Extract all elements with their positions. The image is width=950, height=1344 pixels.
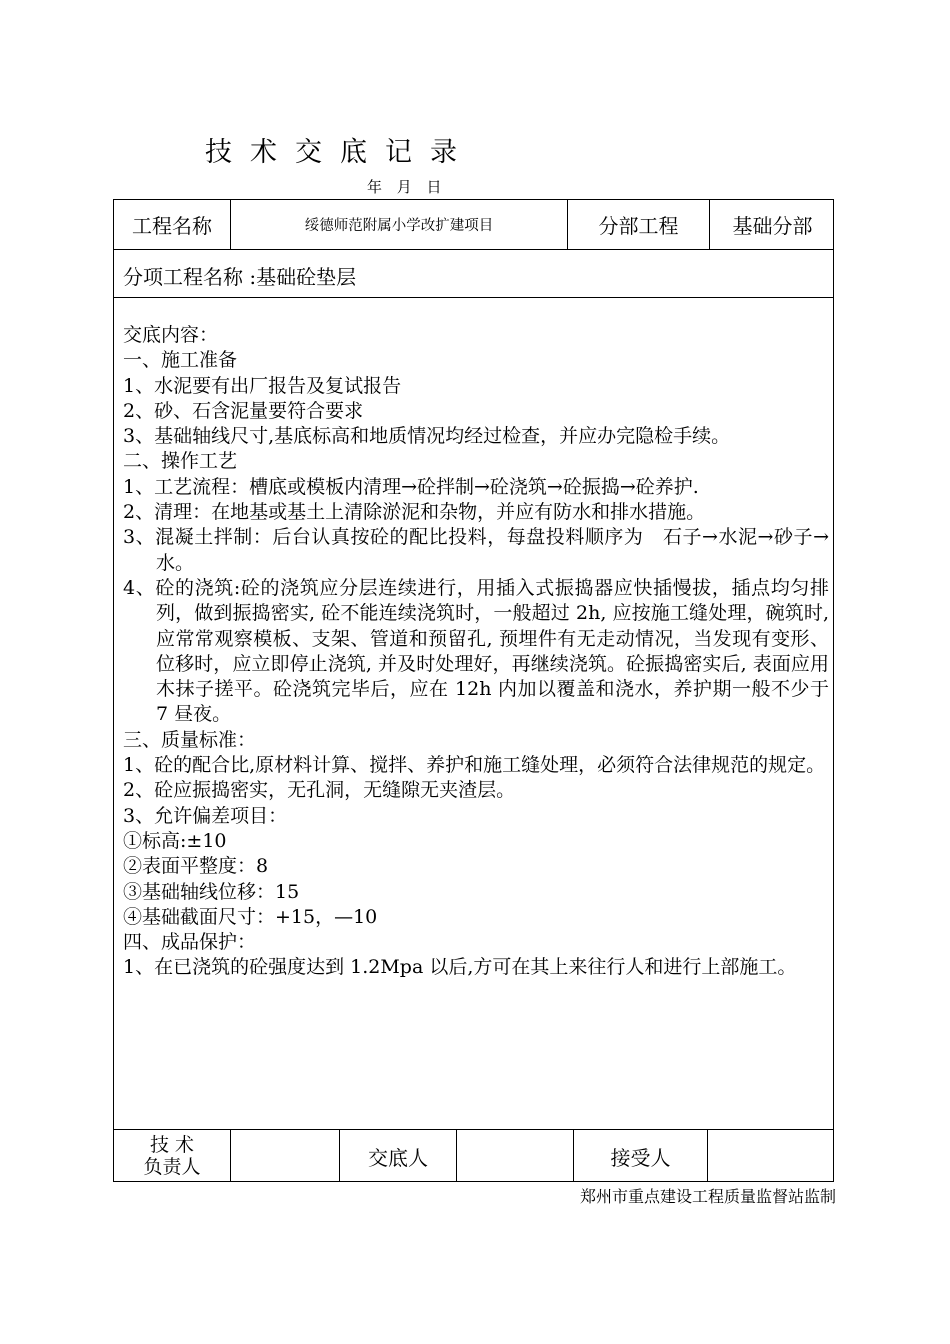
content-line: ③基础轴线位移：15 xyxy=(123,880,300,903)
subitem-name: 分项工程名称 :基础砼垫层 xyxy=(123,265,357,289)
content-line: 2、清理：在地基或基土上清除淤泥和杂物，并应有防水和排水措施。 xyxy=(123,501,706,524)
tech-lead-label-line2: 负责人 xyxy=(143,1156,201,1178)
content-line: 1、水泥要有出厂报告及复试报告 xyxy=(123,374,402,397)
content-line: ①标高:±10 xyxy=(123,829,227,852)
handover-content-area xyxy=(114,298,833,1130)
content-line: 1、在已浇筑的砼强度达到 1.2Mpa 以后,方可在其上来往行人和进行上部施工。 xyxy=(123,956,797,979)
division-label: 分部工程 xyxy=(568,200,710,249)
subitem-row xyxy=(114,250,833,298)
signature-row xyxy=(114,1130,833,1182)
content-line: 2、砼应振捣密实，无孔洞，无缝隙无夹渣层。 xyxy=(123,779,516,802)
content-line: 3、基础轴线尺寸,基底标高和地质情况均经过检查，并应办完隐检手续。 xyxy=(123,425,731,448)
handover-person-label: 交底人 xyxy=(340,1130,457,1182)
receiver-label: 接受人 xyxy=(574,1130,708,1182)
content-line: 二、操作工艺 xyxy=(123,450,238,473)
content-line: 一、施工准备 xyxy=(123,349,238,372)
content-line: 三、质量标准： xyxy=(123,728,257,751)
content-line: 3、允许偏差项目： xyxy=(123,804,288,827)
content-line: 3、混凝土拌制：后台认真按砼的配比投料，每盘投料顺序为 石子→水泥→砂子→水。 xyxy=(123,526,829,574)
content-line: ②表面平整度：8 xyxy=(123,855,269,878)
tech-lead-value xyxy=(231,1130,340,1182)
tech-lead-label-line1: 技 术 xyxy=(149,1134,195,1156)
project-name-label: 工程名称 xyxy=(114,200,231,249)
handover-content xyxy=(123,323,829,981)
content-line: 4、砼的浇筑:砼的浇筑应分层连续进行，用插入式振捣器应快插慢拔，插点均匀排列，做到振捣密实, 砼不能连续浇筑时，一般超过 2h, 应按施工缝处理，碗筑时, 应常常观察模板、支架、管道和预留孔, 预埋件有无走动情况，当发现有变形、位移时，应立即停止浇筑, 并及时处理好，再继续浇筑。砼振捣密实后, 表面应用木抹子搓平。砼浇筑完毕后，应在 12h 内加以覆盖和浇水，养护期一般不少于 7 昼夜。 xyxy=(123,576,829,726)
project-row xyxy=(114,200,833,250)
content-line: 交底内容： xyxy=(123,324,219,346)
content-line: 1、工艺流程：槽底或模板内清理→砼拌制→砼浇筑→砼振捣→砼养护. xyxy=(123,475,699,498)
receiver-value xyxy=(708,1130,835,1182)
content-line: 1、砼的配合比,原材料计算、搅拌、养护和施工缝处理，必须符合法律规范的规定。 xyxy=(123,754,826,777)
division-value: 基础分部 xyxy=(732,214,813,238)
content-line: ④基础截面尺寸：+15，—10 xyxy=(123,905,378,928)
date-line: 年 月 日 xyxy=(367,178,442,196)
tech-lead-label xyxy=(114,1130,231,1182)
project-name-value: 绥德师范附属小学改扩建项目 xyxy=(231,200,568,249)
content-line: 2、砂、石含泥量要符合要求 xyxy=(123,399,364,422)
content-line: 四、成品保护： xyxy=(123,931,257,954)
record-form xyxy=(113,199,834,1182)
footer-note: 郑州市重点建设工程质量监督站监制 xyxy=(579,1187,836,1206)
handover-person-value xyxy=(457,1130,574,1182)
document-title: 技术交底记录 xyxy=(205,137,475,168)
